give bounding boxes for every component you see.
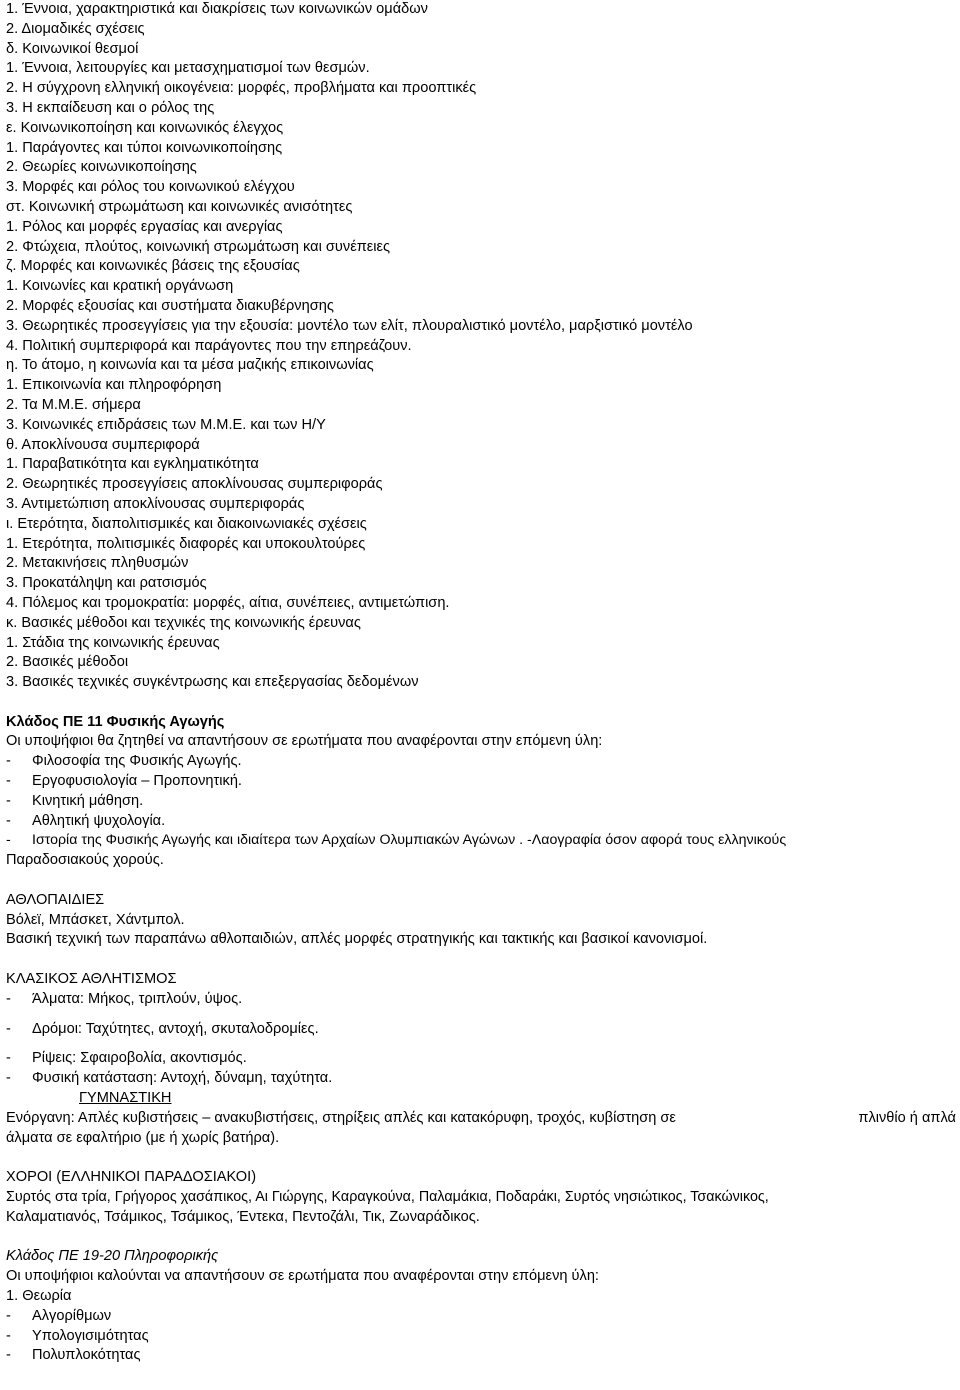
spacer [6,871,956,891]
spacer [6,950,956,970]
gym-line-2: άλματα σε εφαλτήριο (με ή χωρίς βατήρα). [6,1129,280,1146]
dash: - [6,1327,11,1344]
athletics-bullet [6,1020,956,1040]
bullet-text: Φιλοσοφία της Φυσικής Αγωγής. [32,753,242,770]
sports-title: ΑΘΛΟΠΑΙΔΙΕΣ [6,891,105,908]
dash: - [6,812,11,829]
pe11-bullet [6,792,956,812]
pe11-bullet [6,772,956,792]
bullet-text: Κινητική μάθηση. [32,792,144,809]
dash: - [6,1307,11,1324]
pe11-intro: Οι υποψήφιοι θα ζητηθεί να απαντήσουν σε ερωτήματα που αναφέρονται στην επόμενη ύλη: [6,733,603,750]
athletics-bullet [6,990,956,1010]
syllabus-line: 2. Η σύγχρονη ελληνική οικογένεια: μορφές, προβλήματα και προοπτικές [6,80,477,97]
spacer [6,1039,956,1049]
pe11-bullet [6,812,956,832]
bullet-text: Ιστορία της Φυσικής Αγωγής και ιδιαίτερα των Αρχαίων Ολυμπιακών Αγώνων . -Λαογραφία όσον αφορά τους ελληνικούς [32,832,787,849]
syllabus-line: 1. Στάδια της κοινωνικής έρευνας [6,634,220,651]
syllabus-line: 2. Τα Μ.Μ.Ε. σήμερα [6,396,141,413]
syllabus-line: 1. Ετερότητα, πολιτισμικές διαφορές και υποκουλτούρες [6,535,366,552]
sports-list: Βόλεϊ, Μπάσκετ, Χάντμπολ. [6,911,185,928]
spacer [6,1010,956,1020]
syllabus-line: θ. Αποκλίνουσα συμπεριφορά [6,436,200,453]
dash: - [6,753,11,770]
syllabus-line: 3. Η εκπαίδευση και ο ρόλος της [6,99,215,116]
gym-title: ΓΥΜΝΑΣΤΙΚΗ [79,1090,172,1107]
syllabus-list [6,0,956,693]
pe11-history-cont: Παραδοσιακούς χορούς. [6,852,164,869]
syllabus-line: ε. Κοινωνικοποίηση και κοινωνικός έλεγχος [6,119,284,136]
syllabus-line: 1. Έννοια, λειτουργίες και μετασχηματισμοί των θεσμών. [6,60,370,77]
athletics-title: ΚΛΑΣΙΚΟΣ ΑΘΛΗΤΙΣΜΟΣ [6,971,177,988]
sub-text: Αλγορίθμων [32,1307,112,1324]
syllabus-line: 1. Ρόλος και μορφές εργασίας και ανεργίας [6,218,283,235]
pe11-heading: Κλάδος ΠΕ 11 Φυσικής Αγωγής [6,713,225,730]
dances-line-2: Καλαματιανός, Τσάμικος, Τσάμικος, Έντεκα, Πεντοζάλι, Τικ, Ζωναράδικος. [6,1208,480,1225]
document-page [6,0,956,1366]
syllabus-line: 1. Κοινωνίες και κρατική οργάνωση [6,278,234,295]
syllabus-line: 3. Βασικές τεχνικές συγκέντρωσης και επεξεργασίας δεδομένων [6,674,419,691]
syllabus-line: 1. Παράγοντες και τύποι κοινωνικοποίησης [6,139,283,156]
pe11-history-bullet [6,831,956,851]
dances-title: ΧΟΡΟΙ (ΕΛΛΗΝΙΚΟΙ ΠΑΡΑΔΟΣΙΑΚΟΙ) [6,1169,257,1186]
syllabus-line: στ. Κοινωνική στρωμάτωση και κοινωνικές ανισότητες [6,198,353,215]
syllabus-line: 2. Θεωρητικές προσεγγίσεις αποκλίνουσας συμπεριφοράς [6,476,383,493]
sub-text: Πολυπλοκότητας [32,1347,141,1364]
sports-text: Βασική τεχνική των παραπάνω αθλοπαιδιών, απλές μορφές στρατηγικής και τακτικής και βασικοί κανονισμοί. [6,931,708,948]
bullet-text: Αθλητική ψυχολογία. [32,812,166,829]
dash: - [6,1070,11,1087]
bullet-text: Φυσική κατάσταση: Αντοχή, δύναμη, ταχύτητα. [32,1070,333,1087]
syllabus-line: η. Το άτομο, η κοινωνία και τα μέσα μαζικής επικοινωνίας [6,357,374,374]
dash: - [6,773,11,790]
athletics-bullet [6,1069,956,1089]
syllabus-line: 2. Θεωρίες κοινωνικοποίησης [6,159,197,176]
spacer [6,1148,956,1168]
syllabus-line: 2. Βασικές μέθοδοι [6,654,129,671]
pe1920-intro: Οι υποψήφιοι καλούνται να απαντήσουν σε ερωτήματα που αναφέρονται στην επόμενη ύλη: [6,1268,599,1285]
dances-line-1: Συρτός στα τρία, Γρήγορος χασάπικος, Αι Γιώργης, Καραγκούνα, Παλαμάκια, Ποδαράκι, Συρτός νησιώτικος, Τσακώνικος, [6,1189,769,1206]
syllabus-line: 3. Κοινωνικές επιδράσεις των Μ.Μ.Ε. και των Η/Υ [6,416,326,433]
syllabus-line: 2. Μορφές εξουσίας και συστήματα διακυβέρνησης [6,297,334,314]
athletics-bullet [6,1049,956,1069]
syllabus-line: 3. Θεωρητικές προσεγγίσεις για την εξουσία: μοντέλο των ελίτ, πλουραλιστικό μοντέλο, μαρξιστικό μοντέλο [6,317,693,334]
dash: - [6,1020,11,1037]
syllabus-line: 3. Αντιμετώπιση αποκλίνουσας συμπεριφοράς [6,495,305,512]
syllabus-line: 3. Προκατάληψη και ρατσισμός [6,575,207,592]
syllabus-line: ζ. Μορφές και κοινωνικές βάσεις της εξουσίας [6,258,300,275]
dash: - [6,990,11,1007]
pe1920-sub [6,1346,956,1366]
gym-text: Ενόργανη: Απλές κυβιστήσεις – ανακυβιστήσεις, στηρίξεις απλές και κατακόρυφη, τροχός, κυβίστηση σε [6,1109,676,1126]
pe1920-heading: Κλάδος ΠΕ 19-20 Πληροφορικής [6,1248,219,1265]
pe1920-item: 1. Θεωρία [6,1288,72,1304]
syllabus-line: δ. Κοινωνικοί θεσμοί [6,40,139,57]
dash: - [6,792,11,809]
gym-text-right: πλινθίο ή απλά [858,1109,956,1126]
gym-title-row [6,1089,956,1109]
pe1920-sub [6,1307,956,1327]
syllabus-line: 1. Επικοινωνία και πληροφόρηση [6,377,222,394]
bullet-text: Άλματα: Μήκος, τριπλούν, ύψος. [32,990,243,1007]
sub-text: Υπολογισιμότητας [32,1327,149,1344]
syllabus-line: 3. Μορφές και ρόλος του κοινωνικού ελέγχου [6,179,295,196]
dash: - [6,1347,11,1364]
pe11-bullet [6,752,956,772]
pe1920-sub [6,1327,956,1347]
dash: - [6,832,11,849]
spacer [6,1228,956,1248]
dash: - [6,1050,11,1067]
spacer [6,693,956,713]
syllabus-line: ι. Ετερότητα, διαπολιτισμικές και διακοινωνιακές σχέσεις [6,515,367,532]
gym-line-1 [6,1109,956,1129]
bullet-text: Ρίψεις: Σφαιροβολία, ακοντισμός. [32,1050,247,1067]
bullet-text: Εργοφυσιολογία – Προπονητική. [32,773,242,790]
bullet-text: Δρόμοι: Ταχύτητες, αντοχή, σκυταλοδρομίες. [32,1020,319,1037]
syllabus-line: 4. Πολιτική συμπεριφορά και παράγοντες που την επηρεάζουν. [6,337,412,354]
syllabus-line: 2. Μετακινήσεις πληθυσμών [6,555,189,572]
syllabus-line: 4. Πόλεμος και τρομοκρατία: μορφές, αίτια, συνέπειες, αντιμετώπιση. [6,594,450,611]
syllabus-line: 2. Φτώχεια, πλούτος, κοινωνική στρωμάτωση και συνέπειες [6,238,391,255]
syllabus-line: 1. Έννοια, χαρακτηριστικά και διακρίσεις των κοινωνικών ομάδων [6,1,428,17]
syllabus-line: 1. Παραβατικότητα και εγκληματικότητα [6,456,259,473]
syllabus-line: κ. Βασικές μέθοδοι και τεχνικές της κοινωνικής έρευνας [6,614,361,631]
syllabus-line: 2. Διομαδικές σχέσεις [6,20,145,37]
